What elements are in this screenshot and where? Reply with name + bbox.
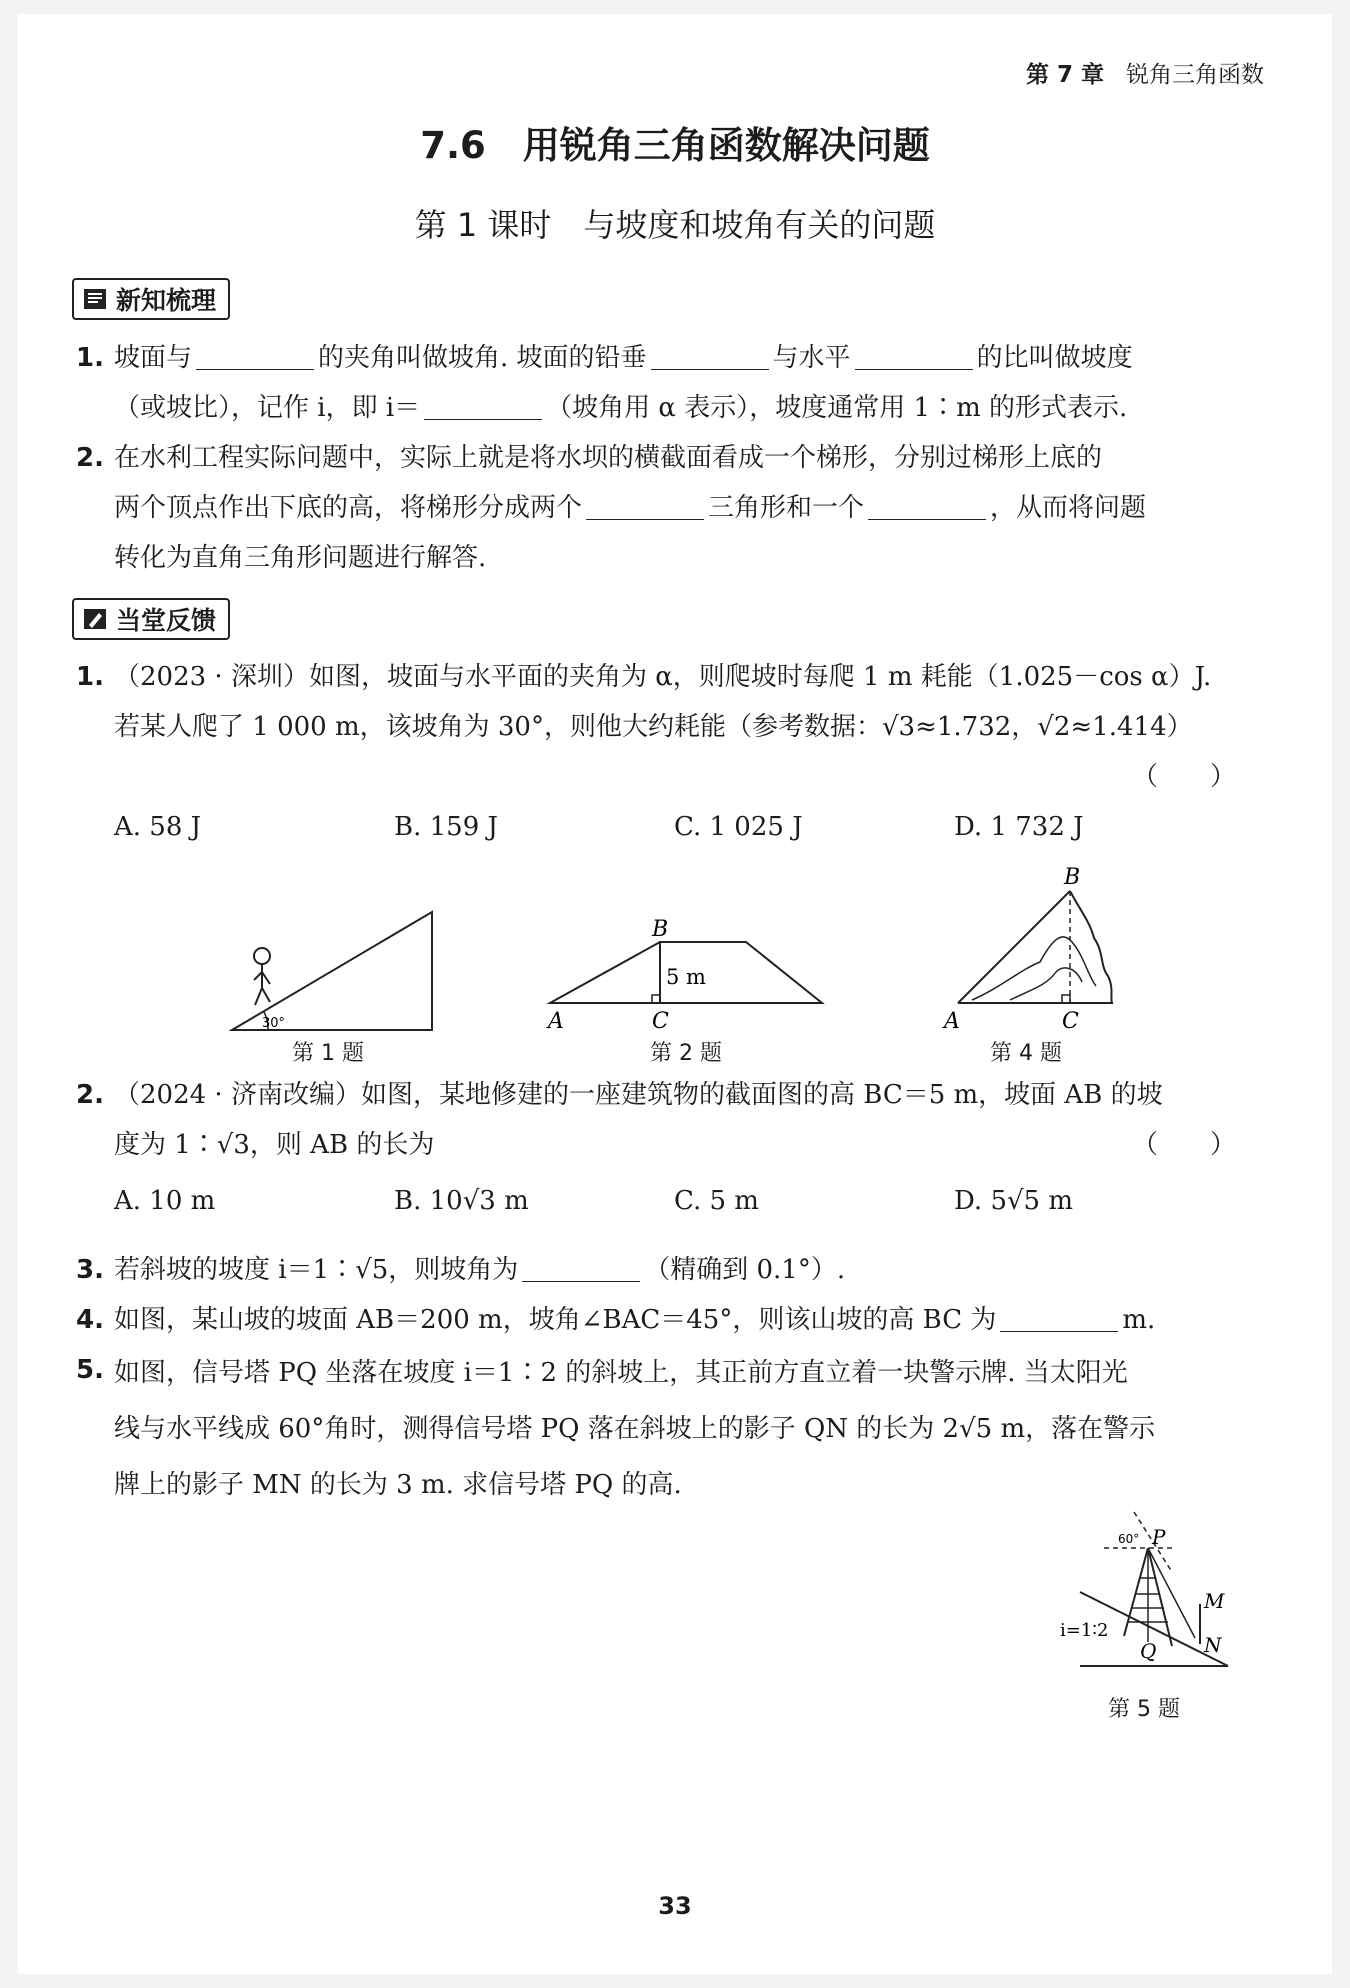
angle-label: 30° — [262, 1016, 286, 1031]
text: （2024 · 济南改编）如图，某地修建的一座建筑物的截面图的高 BC＝5 m，坡面 AB 的坡 — [114, 1080, 1163, 1110]
answer-blank[interactable] — [196, 339, 314, 370]
height-label: 5 m — [666, 965, 706, 989]
point-label-m: M — [1204, 1589, 1225, 1613]
question-number: 1. — [76, 662, 104, 692]
text: 若斜坡的坡度 i＝1∶√5，则坡角为 — [114, 1255, 519, 1285]
feedback-question-4 — [76, 1295, 1236, 1345]
chapter-title: 锐角三角函数 — [1126, 62, 1264, 88]
option-d[interactable]: D. 5√5 m — [954, 1186, 1074, 1216]
point-label-c: C — [652, 1009, 669, 1034]
text: 如图，信号塔 PQ 坐落在坡度 i＝1∶2 的斜坡上，其正前方直立着一块警示牌. 当太阳光 — [114, 1358, 1128, 1388]
option-a[interactable]: A. 58 J — [114, 812, 202, 842]
text: 的夹角叫做坡角. 坡面的铅垂 — [318, 343, 647, 373]
question-number: 2. — [76, 443, 104, 473]
answer-blank[interactable] — [522, 1251, 640, 1282]
answer-blank[interactable] — [1000, 1301, 1118, 1332]
lesson-subtitle: 第 1 课时 与坡度和坡角有关的问题 — [414, 206, 936, 244]
text: 两个顶点作出下底的高，将梯形分成两个 — [114, 493, 583, 523]
lesson-title: 7.6 用锐角三角函数解决问题 — [420, 124, 930, 167]
answer-blank[interactable] — [651, 339, 769, 370]
figure-1-slope — [232, 912, 432, 1031]
text: 度为 1∶√3，则 AB 的长为 — [114, 1130, 435, 1160]
answer-blank[interactable] — [586, 489, 704, 520]
feedback-question-3 — [76, 1245, 1236, 1295]
chapter-number: 第 7 章 — [1025, 62, 1104, 88]
figure-4-caption: 第 4 题 — [990, 1041, 1062, 1066]
option-c[interactable]: C. 5 m — [674, 1186, 759, 1216]
answer-blank[interactable] — [868, 489, 986, 520]
text: 在水利工程实际问题中，实际上就是将水坝的横截面看成一个梯形，分别过梯形上底的 — [114, 443, 1103, 473]
text: 牌上的影子 MN 的长为 3 m. 求信号塔 PQ 的高. — [114, 1470, 682, 1500]
figure-5-signal-tower — [1040, 1500, 1250, 1690]
question-number: 1. — [76, 343, 104, 373]
text: m. — [1122, 1305, 1156, 1335]
section-title: 当堂反馈 — [116, 606, 217, 635]
answer-blank[interactable] — [855, 339, 973, 370]
text: 若某人爬了 1 000 m，该坡角为 30°，则他大约耗能（参考数据：√3≈1.732，√2≈1.414） — [114, 712, 1193, 742]
text: 三角形和一个 — [708, 493, 865, 523]
text: 转化为直角三角形问题进行解答. — [114, 543, 487, 573]
text: 如图，某山坡的坡面 AB＝200 m，坡角∠BAC＝45°，则该山坡的高 BC 为 — [114, 1305, 997, 1335]
section-title: 新知梳理 — [116, 286, 217, 315]
option-d[interactable]: D. 1 732 J — [954, 812, 1084, 842]
option-a[interactable]: A. 10 m — [114, 1186, 216, 1216]
feedback-question-5 — [76, 1345, 1236, 1513]
text: 与水平 — [772, 343, 851, 373]
figure-2-trapezoid — [546, 917, 822, 1034]
option-c[interactable]: C. 1 025 J — [674, 812, 803, 842]
point-label-n: N — [1204, 1633, 1222, 1657]
text: （精确到 0.1°）. — [644, 1255, 846, 1285]
options-q2 — [114, 1186, 1234, 1216]
point-label-p: P — [1152, 1525, 1166, 1549]
option-b[interactable]: B. 159 J — [394, 812, 498, 842]
text: 线与水平线成 60°角时，测得信号塔 PQ 落在斜坡上的影子 QN 的长为 2√5 m，落在警示 — [114, 1414, 1156, 1444]
figure-2-caption: 第 2 题 — [650, 1041, 722, 1066]
answer-paren[interactable]: （ ） — [1131, 1130, 1236, 1160]
question-number: 2. — [76, 1080, 104, 1110]
point-label-b: B — [652, 917, 669, 942]
section-new-knowledge — [72, 278, 230, 320]
knowledge-question-2 — [76, 433, 1236, 583]
book-icon — [82, 286, 108, 312]
answer-blank[interactable] — [424, 389, 542, 420]
question-number: 5. — [76, 1355, 104, 1385]
answer-paren[interactable]: （ ） — [1131, 762, 1236, 792]
page-number: 33 — [658, 1892, 692, 1920]
options-q1 — [114, 812, 1234, 842]
point-label-c: C — [1062, 1009, 1079, 1034]
point-label-a: A — [548, 1009, 564, 1034]
feedback-question-2 — [76, 1070, 1236, 1170]
figure-1-caption: 第 1 题 — [292, 1041, 364, 1066]
point-label-q: Q — [1140, 1639, 1157, 1663]
pencil-icon — [82, 606, 108, 632]
chapter-header — [1026, 56, 1264, 89]
text: 坡面与 — [114, 343, 193, 373]
text: 的比叫做坡度 — [976, 343, 1133, 373]
text: ，从而将问题 — [990, 493, 1147, 523]
point-label-b: B — [1064, 865, 1081, 890]
slope-label: i=1∶2 — [1060, 1620, 1109, 1641]
option-b[interactable]: B. 10√3 m — [394, 1186, 529, 1216]
knowledge-question-1 — [76, 333, 1236, 433]
text: （或坡比），记作 i，即 i＝ — [114, 393, 421, 423]
figure-4-mountain — [942, 865, 1112, 1034]
angle-label: 60° — [1118, 1532, 1140, 1546]
figure-5-caption: 第 5 题 — [1108, 1697, 1180, 1722]
text: （坡角用 α 表示），坡度通常用 1∶m 的形式表示. — [546, 393, 1128, 423]
point-label-a: A — [944, 1009, 960, 1034]
question-number: 3. — [76, 1255, 104, 1285]
section-feedback — [72, 598, 230, 640]
question-number: 4. — [76, 1305, 104, 1335]
text: （2023 · 深圳）如图，坡面与水平面的夹角为 α，则爬坡时每爬 1 m 耗能（1.025－cos α）J. — [114, 662, 1212, 692]
feedback-question-1 — [76, 652, 1236, 752]
